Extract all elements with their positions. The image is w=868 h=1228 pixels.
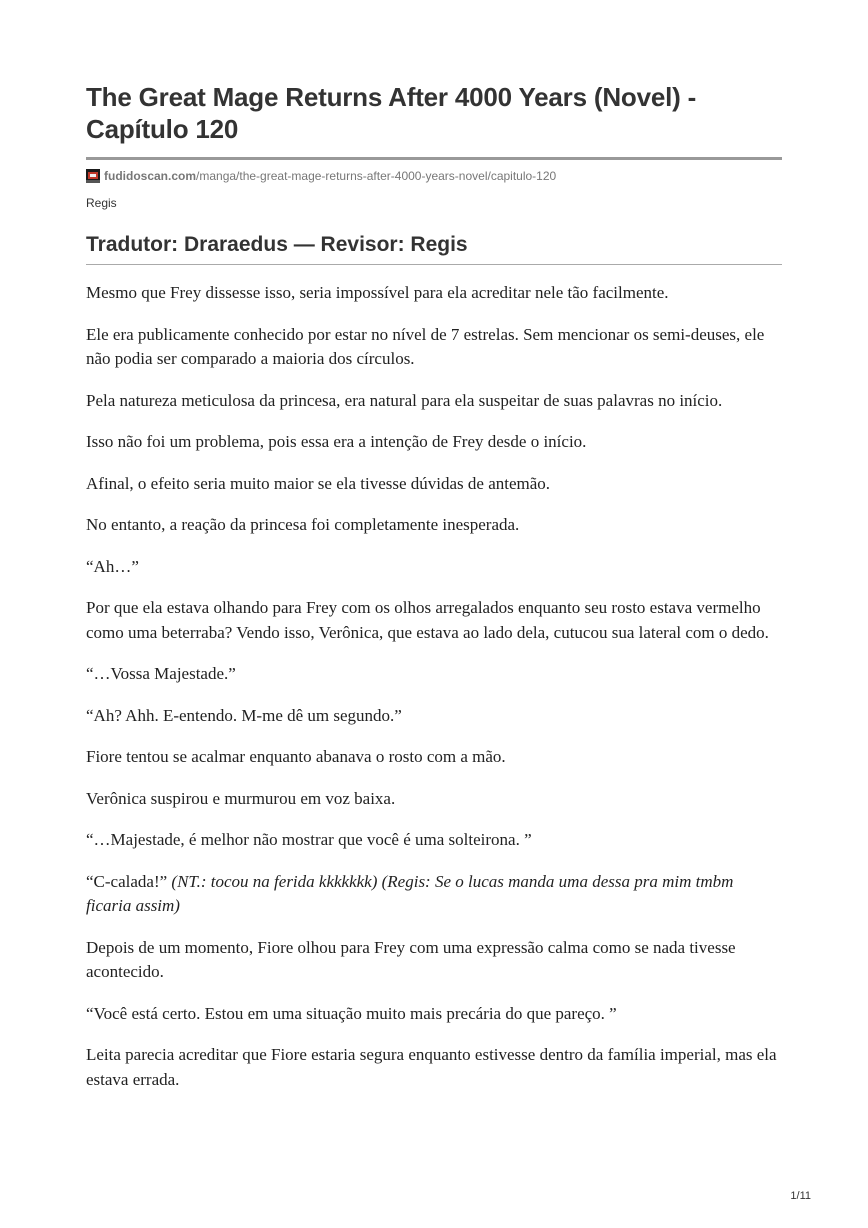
paragraph: Pela natureza meticulosa da princesa, era natural para ela suspeitar de suas palavras no início. bbox=[86, 390, 723, 410]
site-favicon-icon bbox=[86, 169, 100, 183]
document-page bbox=[86, 0, 782, 1109]
source-path: /manga/the-great-mage-returns-after-4000-years-novel/capitulo-120 bbox=[196, 169, 557, 183]
paragraph: Afinal, o efeito seria muito maior se ela tivesse dúvidas de antemão. bbox=[86, 473, 551, 493]
title-divider bbox=[86, 157, 782, 160]
source-domain: fudidoscan.com bbox=[104, 169, 197, 183]
paragraph: “Você está certo. Estou em uma situação muito mais precária do que pareço. ” bbox=[86, 1003, 617, 1023]
paragraph-with-note bbox=[86, 870, 782, 919]
translator-note: (NT.: tocou na ferida kkkkkkk) (Regis: Se o lucas manda uma dessa pra mim tmbm ficaria assim) bbox=[86, 871, 734, 915]
paragraph: No entanto, a reação da princesa foi completamente inesperada. bbox=[86, 515, 520, 534]
dialogue-text: “C-calada!” bbox=[86, 871, 172, 891]
paragraph: “…Vossa Majestade.” bbox=[86, 664, 236, 683]
paragraph: Verônica suspirou e murmurou em voz baixa. bbox=[86, 788, 396, 808]
paragraph: Depois de um momento, Fiore olhou para Frey com uma expressão calma como se nada tivesse acontecido. bbox=[86, 937, 736, 981]
article-body bbox=[86, 281, 782, 1092]
paragraph: Leita parecia acreditar que Fiore estaria segura enquanto estivesse dentro da família imperial, mas ela estava errada. bbox=[86, 1045, 777, 1089]
paragraph: Mesmo que Frey dissesse isso, seria impossível para ela acreditar nele tão facilmente. bbox=[86, 283, 669, 302]
author-name: Regis bbox=[86, 196, 117, 210]
paragraph: Fiore tentou se acalmar enquanto abanava o rosto com a mão. bbox=[86, 747, 506, 766]
paragraph: Por que ela estava olhando para Frey com os olhos arregalados enquanto seu rosto estava vermelho como uma beterraba? Vendo isso, Verônica, que estava ao lado dela, cutucou sua lateral com o dedo. bbox=[86, 598, 769, 642]
paragraph: “Ah? Ahh. E-entendo. M-me dê um segundo.” bbox=[86, 705, 402, 725]
paragraph: “Ah…” bbox=[86, 556, 139, 576]
document-title: The Great Mage Returns After 4000 Years (Novel) - Capítulo 120 bbox=[86, 82, 697, 144]
paragraph: Ele era publicamente conhecido por estar no nível de 7 estrelas. Sem mencionar os semi-deuses, ele não podia ser comparado a maioria dos círculos. bbox=[86, 324, 765, 368]
page-indicator: 1/11 bbox=[790, 1190, 811, 1202]
source-link[interactable] bbox=[86, 168, 782, 184]
heading-divider bbox=[86, 264, 782, 265]
paragraph: Isso não foi um problema, pois essa era a intenção de Frey desde o início. bbox=[86, 432, 587, 451]
paragraph: “…Majestade, é melhor não mostrar que você é uma solteirona. ” bbox=[86, 830, 532, 849]
section-heading: Tradutor: Draraedus — Revisor: Regis bbox=[86, 233, 468, 256]
